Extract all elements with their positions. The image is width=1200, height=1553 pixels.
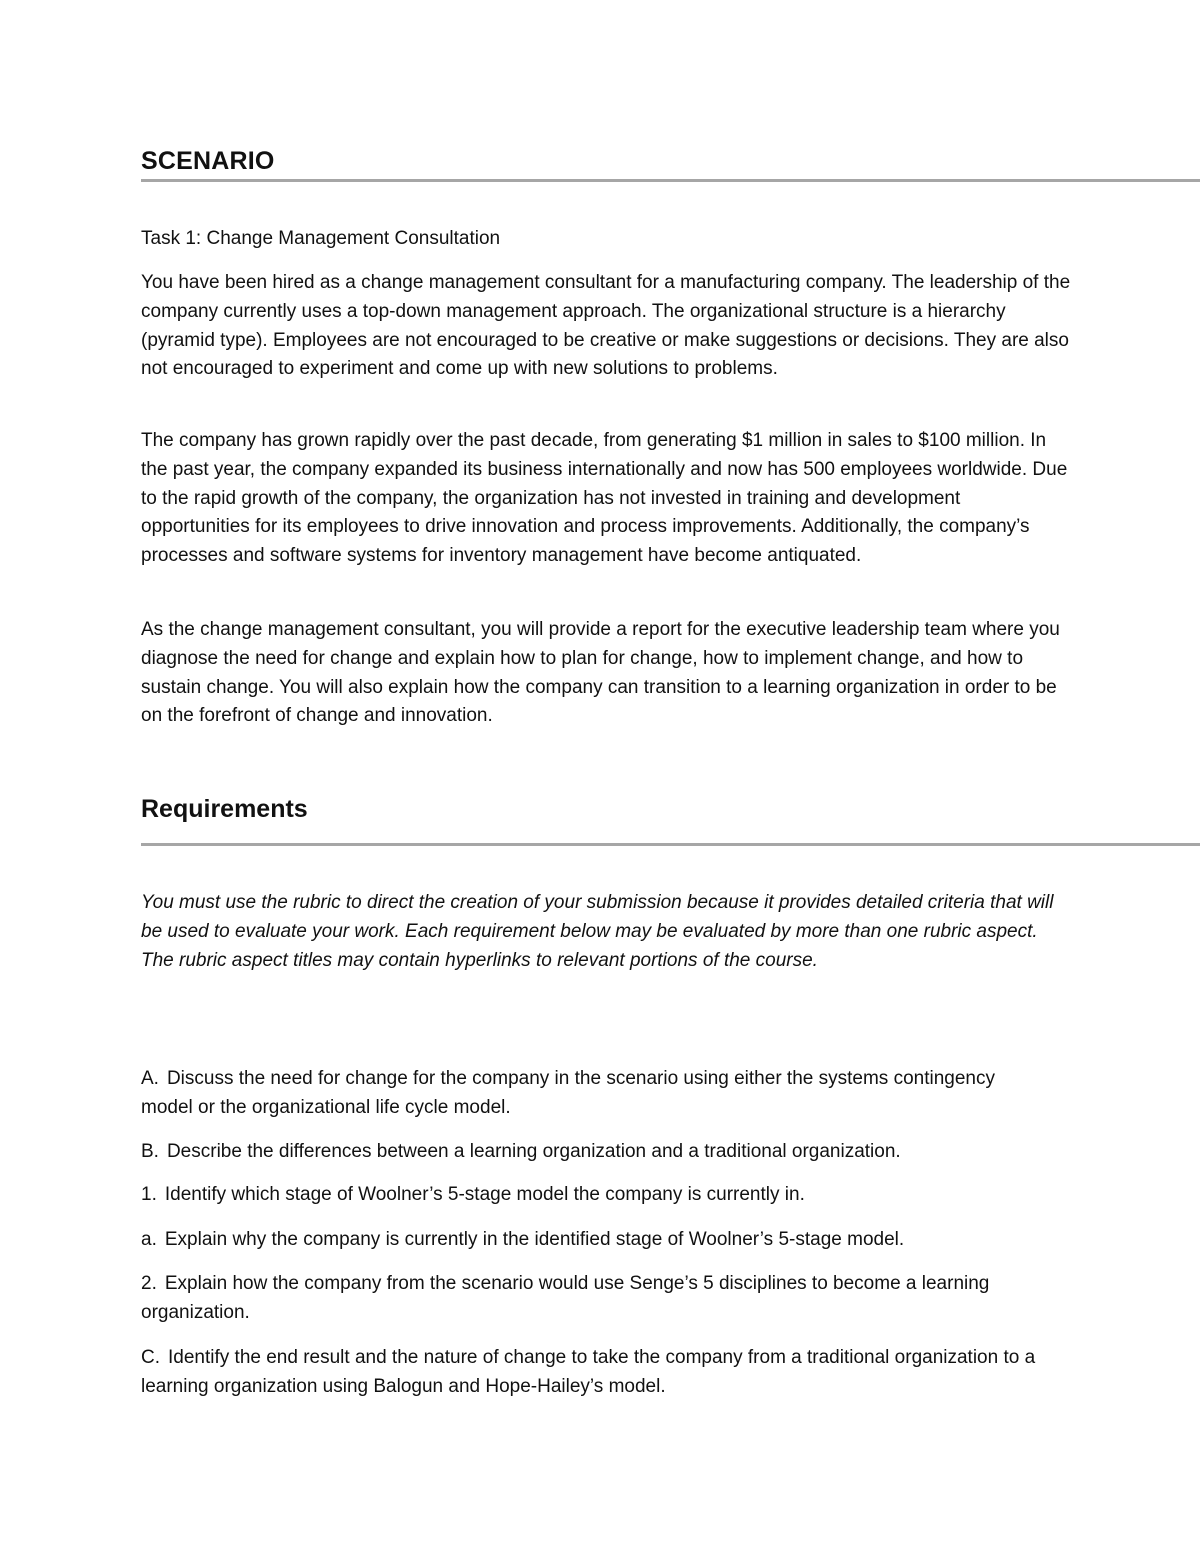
requirement-item-c: [141, 1344, 1041, 1402]
requirement-marker: 1.: [141, 1184, 157, 1205]
requirement-item-b1: [141, 1181, 1041, 1210]
scenario-heading: SCENARIO: [141, 147, 275, 175]
requirements-heading: Requirements: [141, 795, 308, 823]
requirement-text: Discuss the need for change for the company in the scenario using either the systems contingency model or the organizational life cycle model.: [141, 1068, 995, 1118]
requirement-marker: A.: [141, 1068, 159, 1089]
requirement-text: Identify the end result and the nature of change to take the company from a traditional organization to a learning organization using Balogun and Hope-Hailey’s model.: [141, 1347, 1036, 1397]
requirements-intro: You must use the rubric to direct the creation of your submission because it provides detailed criteria that will be used to evaluate your work. Each requirement below may be evaluated by more than one rubric aspect. The rubric aspect titles may contain hyperlinks to relevant portions of the course.: [141, 892, 1054, 971]
scenario-paragraph-2: The company has grown rapidly over the past decade, from generating $1 million in sales to $100 million. In the past year, the company expanded its business internationally and now has 500 employees worldwide. Due to the rapid growth of the company, the organization has not invested in training and development opportunities for its employees to drive innovation and process improvements. Additionally, the company’s processes and software systems for inventory management have become antiquated.: [141, 430, 1068, 567]
requirement-marker: 2.: [141, 1273, 157, 1294]
requirement-text: Identify which stage of Woolner’s 5-stage model the company is currently in.: [164, 1184, 805, 1205]
requirement-marker: a.: [141, 1229, 157, 1250]
requirement-item-b2: [141, 1270, 1041, 1328]
requirement-text: Explain why the company is currently in the identified stage of Woolner’s 5-stage model.: [164, 1229, 905, 1250]
scenario-paragraph-1: You have been hired as a change management consultant for a manufacturing company. The leadership of the company currently uses a top-down management approach. The organizational structure is a hierarchy (pyramid type). Employees are not encouraged to be creative or make suggestions or decisions. They are also not encouraged to experiment and come up with new solutions to problems.: [141, 272, 1071, 380]
requirements-divider: [141, 843, 1200, 846]
task-title: Task 1: Change Management Consultation: [141, 228, 501, 249]
requirement-marker: B.: [141, 1141, 159, 1162]
scenario-divider: [141, 179, 1200, 182]
scenario-paragraph-3: As the change management consultant, you will provide a report for the executive leadership team where you diagnose the need for change and explain how to plan for change, how to implement change, and how to sustain change. You will also explain how the company can transition to a learning organization in order to be on the forefront of change and innovation.: [141, 619, 1060, 727]
requirement-text: Describe the differences between a learning organization and a traditional organization.: [166, 1141, 901, 1162]
requirement-marker: C.: [141, 1347, 160, 1368]
requirement-item-a: [141, 1065, 1041, 1123]
requirement-item-b: [141, 1138, 1041, 1167]
requirement-item-b1a: [141, 1226, 1041, 1255]
requirement-text: Explain how the company from the scenario would use Senge’s 5 disciplines to become a learning organization.: [141, 1273, 990, 1323]
